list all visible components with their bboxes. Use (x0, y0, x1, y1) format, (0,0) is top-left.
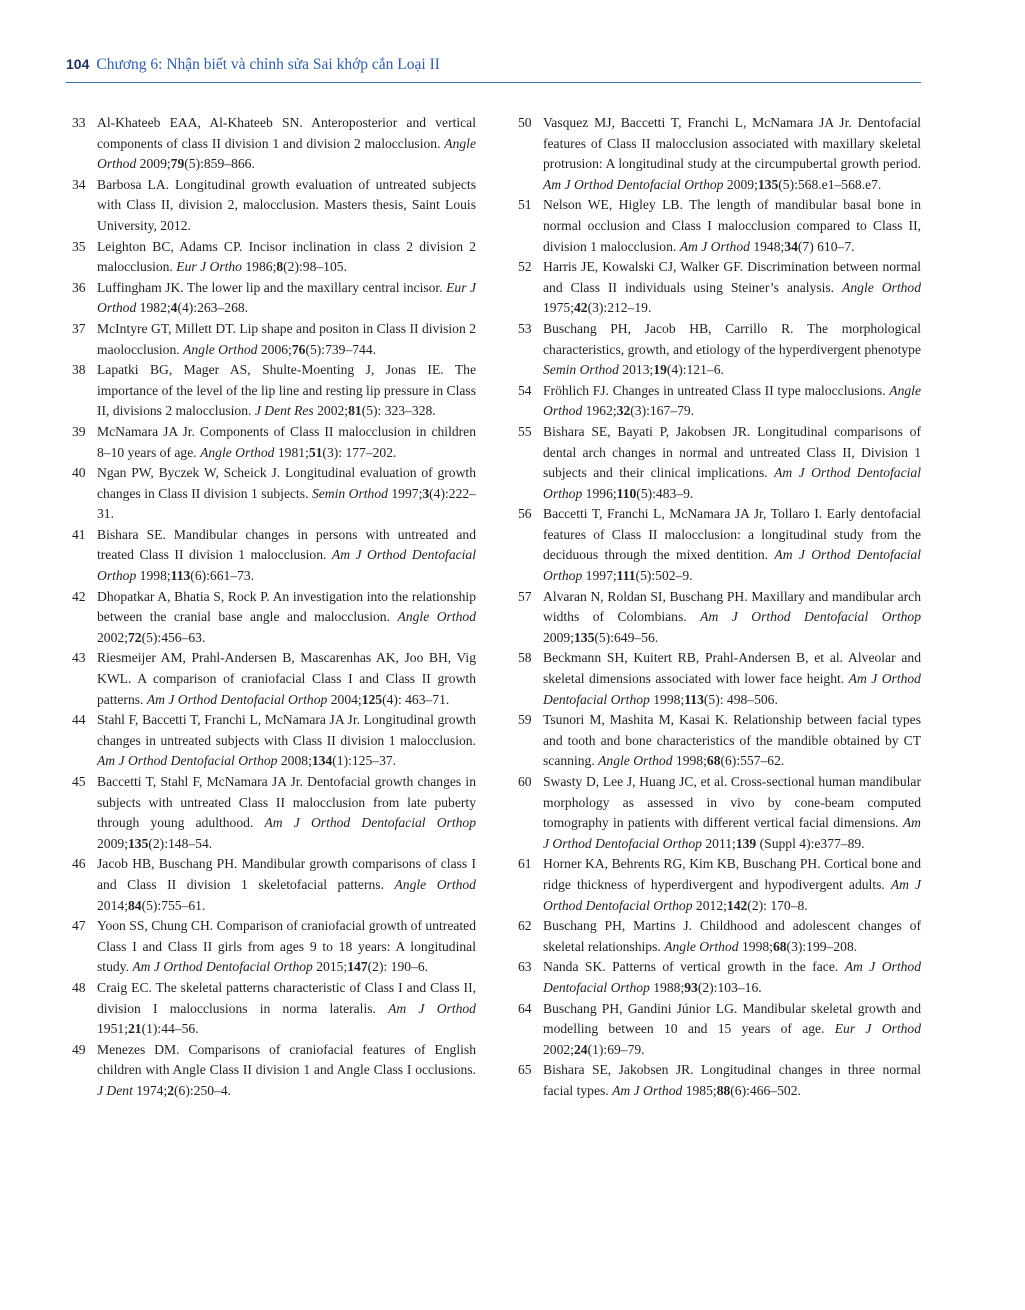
reference-year: 2009; (97, 835, 128, 851)
reference-number: 54 (518, 382, 532, 398)
reference-journal: Angle Orthod (397, 609, 477, 625)
reference-number: 36 (72, 279, 86, 295)
reference-volume: 113 (684, 691, 704, 707)
reference-year: 1974; (132, 1082, 168, 1098)
reference-year: 1962; (582, 403, 617, 419)
reference-year: 2006; (257, 341, 292, 357)
reference-pages: (4):121–6. (666, 362, 724, 378)
reference-journal: Am J Orthod (388, 1000, 476, 1016)
reference-pages: (5): 498–506. (703, 691, 778, 707)
reference-journal: Am J Orthod Dentofacial Orthop (543, 547, 921, 584)
reference-journal: Am J Orthod Dentofacial Orthop (543, 465, 921, 501)
reference-number: 52 (518, 259, 532, 275)
reference-journal: Am J Orthod Dentofacial Orthop (543, 671, 921, 707)
reference-text: Jacob HB, Buschang PH. Mandibular growth comparisons of class I and Class II division 1 skeletofacial patterns. (97, 856, 476, 892)
reference-item (68, 319, 476, 360)
reference-text: Buschang PH, Gandini Júnior LG. Mandibular skeletal growth and modelling between 10 and 15 years of age. (543, 1000, 921, 1037)
reference-journal: Eur J Orthod (834, 1021, 921, 1037)
reference-volume: 68 (706, 753, 721, 769)
reference-year: 2008; (277, 753, 312, 769)
reference-year: 1996; (582, 485, 617, 501)
reference-volume: 135 (127, 835, 149, 851)
reference-pages: (1):125–37. (332, 753, 397, 769)
reference-volume: 42 (573, 300, 588, 316)
reference-journal: J Dent (97, 1082, 133, 1098)
reference-volume: 68 (772, 938, 787, 954)
reference-item (514, 587, 921, 649)
reference-item (68, 772, 476, 854)
reference-pages: (5):483–9. (636, 485, 694, 501)
reference-item (514, 648, 921, 710)
reference-year: 2009; (723, 176, 758, 192)
reference-text: Dhopatkar A, Bhatia S, Rock P. An investigation into the relationship between the cranial base angle and malocclusion. (97, 588, 476, 625)
reference-number: 61 (518, 856, 532, 872)
reference-pages: (5):649–56. (594, 629, 659, 645)
reference-pages: (6):661–73. (190, 568, 255, 584)
reference-journal: Am J Orthod Dentofacial Orthop (97, 753, 278, 769)
reference-volume: 2 (167, 1082, 175, 1098)
reference-number: 56 (518, 506, 532, 522)
reference-year: 2004; (327, 691, 362, 707)
reference-year: 2015; (312, 959, 348, 975)
reference-number: 35 (72, 238, 86, 254)
reference-pages: (3):199–208. (786, 938, 858, 954)
reference-pages: (3):212–19. (587, 300, 652, 316)
reference-item (68, 360, 476, 422)
reference-item (514, 999, 921, 1061)
reference-text: Baccetti T, Stahl F, McNamara JA Jr. Dentofacial growth changes in subjects with untreated Class II malocclusion from late puberty through young adulthood. (97, 774, 476, 831)
reference-pages: (5):859–866. (184, 156, 255, 172)
reference-number: 65 (518, 1062, 532, 1078)
reference-year: 2012; (692, 897, 727, 913)
reference-number: 46 (72, 856, 86, 872)
reference-text: Stahl F, Baccetti T, Franchi L, McNamara JA Jr. Longitudinal growth changes in untreated subjects with Class II division 1 malocclusion. (97, 712, 476, 748)
reference-item (514, 422, 921, 504)
reference-text: Yoon SS, Chung CH. Comparison of craniofacial growth of untreated Class I and Class II girls from ages 9 to 18 years: A longitudinal study. (97, 918, 476, 975)
reference-pages: (1):69–79. (587, 1041, 645, 1057)
reference-volume: 84 (127, 897, 142, 913)
reference-text: Baccetti T, Franchi L, McNamara JA Jr, Tollaro I. Early dentofacial features of Class II malocclusion: a longitudinal study from the deciduous through the mixed dentition. (543, 506, 921, 563)
reference-pages: (5):568.e1–568.e7. (778, 176, 882, 192)
reference-number: 60 (518, 774, 532, 789)
reference-year: 1948; (749, 238, 785, 254)
reference-text: Nelson WE, Higley LB. The length of mandibular basal bone in normal occlusion and Class I malocclusion compared to Class II, division 1 malocclusion. (543, 197, 921, 254)
reference-volume: 88 (716, 1082, 731, 1098)
chapter-title: Chương 6: Nhận biết và chỉnh sửa Sai khớp cắn Loại II (96, 56, 440, 73)
reference-pages: (5):502–9. (635, 568, 693, 584)
reference-volume: 147 (347, 959, 368, 975)
reference-item (68, 463, 476, 525)
reference-volume: 142 (726, 897, 748, 913)
reference-volume: 3 (422, 485, 430, 501)
reference-year: 1998; (738, 938, 773, 954)
reference-item (514, 1060, 921, 1101)
reference-number: 57 (518, 588, 532, 604)
reference-pages: (4):222–31. (97, 485, 476, 522)
reference-pages: (6):250–4. (174, 1082, 232, 1098)
reference-journal: J Dent Res (254, 403, 314, 419)
reference-journal: Am J Orthod Dentofacial Orthop (543, 959, 921, 995)
page-header (66, 56, 921, 83)
reference-number: 59 (518, 712, 532, 728)
reference-item (68, 525, 476, 587)
reference-item (514, 854, 921, 916)
reference-volume: 93 (684, 979, 698, 995)
page-number: 104 (66, 56, 90, 72)
reference-item (514, 381, 921, 422)
reference-volume: 51 (308, 444, 323, 460)
reference-journal: Angle Orthod (97, 135, 476, 172)
reference-journal: Semin Orthod (543, 362, 619, 378)
reference-number: 47 (72, 918, 86, 934)
reference-pages: (6):557–62. (720, 753, 785, 769)
reference-number: 48 (72, 979, 86, 995)
reference-year: 2011; (701, 835, 736, 851)
reference-journal: Am J Orthod Dentofacial Orthop (146, 691, 328, 707)
reference-pages: (4): 463–71. (382, 691, 450, 707)
reference-volume: 81 (348, 403, 362, 419)
reference-number: 64 (518, 1000, 532, 1016)
reference-number: 44 (72, 712, 86, 728)
reference-year: 1982; (136, 300, 171, 316)
reference-pages: (5):739–744. (305, 341, 377, 357)
reference-volume: 72 (127, 629, 142, 645)
reference-number: 37 (72, 320, 86, 336)
reference-pages: (3):167–79. (630, 403, 695, 419)
reference-journal: Angle Orthod (598, 753, 673, 769)
reference-volume: 8 (276, 259, 284, 275)
reference-text: Lapatki BG, Mager AS, Shulte-Moenting J, Jonas IE. The importance of the level of the lip line and resting lip pressure in Class II, divisions 2 malocclusion. (97, 362, 476, 419)
reference-text: McNamara JA Jr. Components of Class II malocclusion in children 8–10 years of age. (97, 423, 476, 460)
reference-number: 33 (72, 115, 86, 130)
reference-year: 1988; (649, 979, 685, 995)
reference-item (514, 504, 921, 586)
reference-item (68, 113, 476, 175)
reference-journal: Am J Orthod Dentofacial Orthop (543, 815, 921, 851)
reference-item (68, 237, 476, 278)
reference-pages: (2):103–16. (697, 979, 762, 995)
reference-volume: 110 (616, 485, 637, 501)
reference-text: McIntyre GT, Millett DT. Lip shape and positon in Class II division 2 maolocclusion. (97, 320, 476, 357)
reference-volume: 113 (170, 568, 191, 584)
reference-item (68, 422, 476, 463)
reference-volume: 135 (573, 629, 595, 645)
reference-pages: (7) 610–7. (797, 238, 855, 254)
reference-text: Ngan PW, Byczek W, Scheick J. Longitudinal evaluation of growth changes in Class II division 1 subjects. (97, 465, 476, 501)
reference-pages: (5): 323–328. (361, 403, 436, 419)
reference-column-right (514, 113, 921, 1102)
reference-number: 40 (72, 465, 86, 481)
reference-item (514, 195, 921, 257)
reference-pages: (2): 170–8. (747, 897, 808, 913)
reference-year: 1951; (97, 1021, 128, 1037)
reference-year: 2009; (136, 156, 171, 172)
reference-column-left (68, 113, 476, 1102)
reference-year: 1998; (136, 568, 171, 584)
reference-number: 38 (72, 362, 86, 378)
reference-volume: 135 (757, 176, 779, 192)
reference-pages: (5):755–61. (141, 897, 206, 913)
reference-text: Al-Khateeb EAA, Al-Khateeb SN. Anteroposterior and vertical components of class II division 1 and division 2 malocclusion. (97, 115, 476, 151)
reference-text: Fröhlich FJ. Changes in untreated Class II type malocclusions. (543, 382, 890, 398)
reference-number: 63 (518, 959, 532, 975)
reference-item (514, 710, 921, 772)
reference-text: Tsunori M, Mashita M, Kasai K. Relationship between facial types and tooth and bone characteristics of the mandible obtained by CT scanning. (543, 712, 921, 769)
reference-year: 2013; (618, 362, 654, 378)
reference-journal: Am J Orthod Dentofacial Orthop (97, 547, 476, 584)
reference-pages: (2):148–54. (148, 835, 213, 851)
reference-item (514, 916, 921, 957)
reference-number: 51 (518, 197, 532, 213)
reference-journal: Am J Orthod (612, 1082, 683, 1098)
reference-number: 43 (72, 650, 86, 666)
reference-number: 50 (518, 115, 532, 130)
reference-number: 41 (72, 526, 86, 542)
reference-text: Buschang PH, Jacob HB, Carrillo R. The morphological characteristics, growth, and etiology of the hyperdivergent phenotype (543, 320, 921, 357)
reference-journal: Am J Orthod Dentofacial Orthop (132, 959, 313, 975)
reference-volume: 32 (616, 403, 631, 419)
reference-year: 1998; (672, 753, 707, 769)
reference-number: 34 (72, 176, 86, 192)
reference-volume: 24 (573, 1041, 588, 1057)
reference-text: Luffingham JK. The lower lip and the maxillary central incisor. (97, 279, 447, 295)
reference-pages: (6):466–502. (730, 1082, 801, 1098)
reference-number: 42 (72, 588, 86, 604)
reference-text: Barbosa LA. Longitudinal growth evaluation of untreated subjects with Class II, division 2, malocclusion. Masters thesis, Saint Louis University, 2012. (97, 176, 476, 233)
reference-number: 53 (518, 320, 532, 336)
reference-volume: 19 (653, 362, 667, 378)
reference-text: Bishara SE, Jakobsen JR. Longitudinal changes in three normal facial types. (543, 1062, 921, 1098)
reference-text: Menezes DM. Comparisons of craniofacial features of English children with Angle Class II division 1 and Angle Class I occlusions. (97, 1041, 476, 1078)
reference-text: Nanda SK. Patterns of vertical growth in the face. (543, 959, 845, 975)
reference-journal: Eur J Orthod (97, 279, 476, 316)
reference-year: 1998; (649, 691, 685, 707)
reference-item (68, 648, 476, 710)
reference-year: 1997; (387, 485, 423, 501)
reference-text: Buschang PH, Martins J. Childhood and adolescent changes of skeletal relationships. (543, 918, 921, 954)
reference-item (68, 587, 476, 649)
reference-pages: (2):98–105. (283, 259, 347, 275)
reference-item (514, 957, 921, 998)
reference-volume: 125 (361, 691, 383, 707)
reference-journal: Am J Orthod Dentofacial Orthop (543, 876, 921, 913)
reference-volume: 139 (735, 835, 757, 851)
reference-year: 2002; (313, 403, 349, 419)
reference-journal: Angle Orthod (394, 876, 476, 892)
reference-item (514, 257, 921, 319)
reference-year: 1985; (682, 1082, 717, 1098)
reference-journal: Am J Orthod Dentofacial Orthop (264, 815, 476, 831)
reference-pages: (Suppl 4):e377–89. (756, 835, 865, 851)
reference-volume: 76 (291, 341, 306, 357)
reference-journal: Angle Orthod (200, 444, 275, 460)
reference-number: 55 (518, 423, 532, 439)
reference-year: 2014; (97, 897, 128, 913)
reference-item (68, 916, 476, 978)
reference-text: Craig EC. The skeletal patterns characteristic of Class I and Class II, division I malocclusions in norma lateralis. (97, 979, 476, 1016)
reference-journal: Angle Orthod (183, 341, 258, 357)
reference-pages: (1):44–56. (141, 1021, 199, 1037)
reference-item (68, 978, 476, 1040)
reference-item (514, 113, 921, 195)
reference-journal: Angle Orthod (543, 382, 921, 419)
reference-text: Beckmann SH, Kuitert RB, Prahl-Andersen B, et al. Alveolar and skeletal dimensions associated with lower face height. (543, 650, 921, 687)
reference-text: Alvaran N, Roldan SI, Buschang PH. Maxillary and mandibular arch widths of Colombians. (543, 588, 921, 625)
reference-item (68, 278, 476, 319)
reference-volume: 111 (616, 568, 636, 584)
reference-number: 45 (72, 774, 86, 789)
reference-journal: Angle Orthod (842, 279, 921, 295)
reference-item (514, 772, 921, 854)
reference-text: Riesmeijer AM, Prahl-Andersen B, Mascarenhas AK, Joo BH, Vig KWL. A comparison of craniofacial Class I and Class II growth patterns. (97, 650, 476, 707)
reference-item (68, 175, 476, 237)
reference-text: Swasty D, Lee J, Huang JC, et al. Cross-sectional human mandibular morphology as assessed in vivo by cone-beam computed tomography in patients with different vertical facial dimensions. (543, 774, 921, 831)
reference-item (514, 319, 921, 381)
reference-text: Bishara SE, Bayati P, Jakobsen JR. Longitudinal comparisons of dental arch changes in normal and untreated Class II, Division 1 subjects and their clinical implications. (543, 423, 921, 481)
reference-volume: 4 (170, 300, 178, 316)
reference-number: 49 (72, 1041, 86, 1057)
reference-item (68, 854, 476, 916)
reference-year: 1975; (543, 300, 574, 316)
reference-year: 2002; (543, 1041, 574, 1057)
reference-item (68, 710, 476, 772)
reference-pages: (5):456–63. (141, 629, 206, 645)
reference-volume: 34 (784, 238, 798, 254)
reference-text: Vasquez MJ, Baccetti T, Franchi L, McNamara JA Jr. Dentofacial features of Class II malocclusion associated with maxillary skeletal protrusion: A longitudinal study at the circumpubertal growth period. (543, 115, 921, 172)
reference-journal: Semin Orthod (311, 485, 388, 501)
reference-volume: 134 (311, 753, 333, 769)
reference-journal: Am J Orthod Dentofacial Orthop (543, 176, 724, 192)
reference-journal: Angle Orthod (664, 938, 739, 954)
reference-year: 1997; (582, 568, 617, 584)
reference-year: 2009; (543, 629, 574, 645)
reference-number: 58 (518, 650, 532, 666)
reference-text: Horner KA, Behrents RG, Kim KB, Buschang PH. Cortical bone and ridge thickness of hyperdivergent and hypodivergent adults. (543, 856, 921, 892)
reference-journal: Am J Orthod Dentofacial Orthop (700, 609, 921, 625)
reference-text: Harris JE, Kowalski CJ, Walker GF. Discrimination between normal and Class II individuals using Steiner’s analysis. (543, 259, 921, 295)
reference-journal: Am J Orthod (679, 238, 750, 254)
reference-year: 2002; (97, 629, 128, 645)
reference-pages: (2): 190–6. (367, 959, 429, 975)
reference-volume: 79 (170, 156, 185, 172)
reference-item (68, 1040, 476, 1102)
reference-text: Bishara SE. Mandibular changes in persons with untreated and treated Class II division 1 malocclusion. (97, 526, 476, 563)
reference-year: 1986; (241, 259, 277, 275)
reference-volume: 21 (127, 1021, 142, 1037)
reference-pages: (3): 177–202. (322, 444, 397, 460)
reference-number: 62 (518, 918, 532, 934)
reference-journal: Eur J Ortho (176, 259, 242, 275)
reference-pages: (4):263–268. (177, 300, 249, 316)
reference-text: Leighton BC, Adams CP. Incisor inclination in class 2 division 2 malocclusion. (97, 238, 476, 275)
reference-number: 39 (72, 423, 86, 439)
reference-year: 1981; (274, 444, 309, 460)
